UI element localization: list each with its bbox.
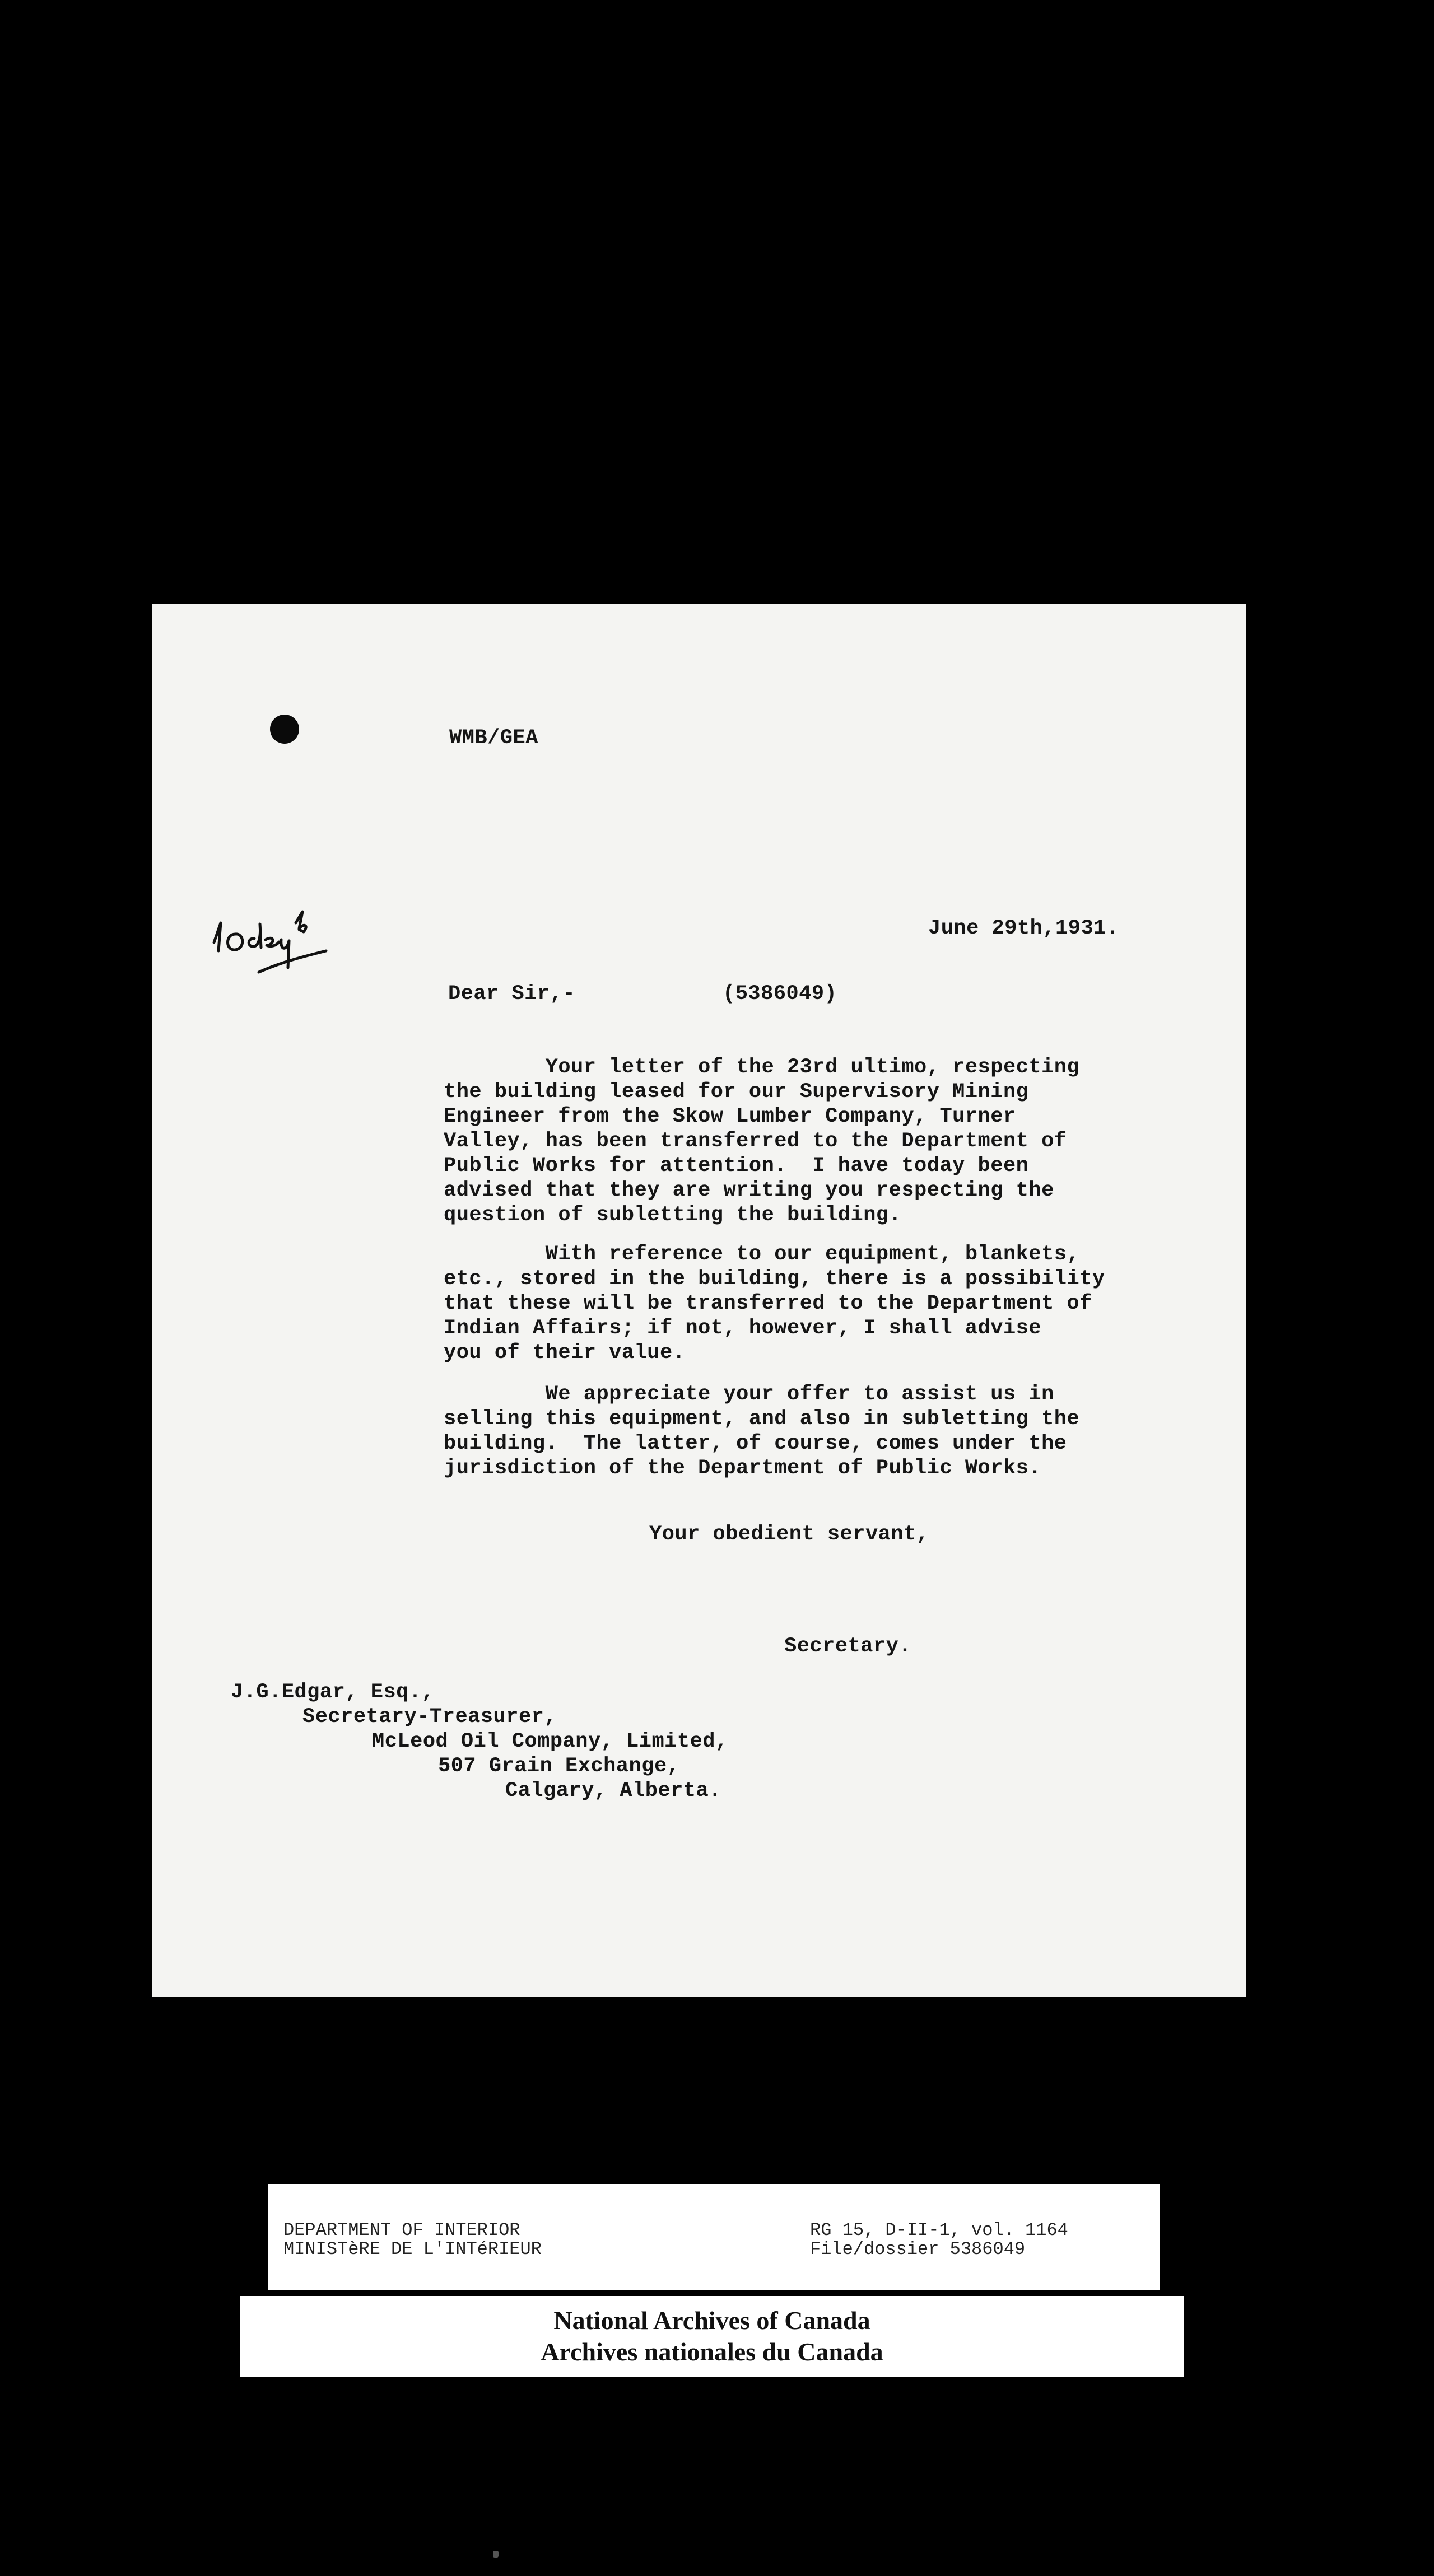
signature-title: Secretary. — [784, 1635, 912, 1658]
archive-reference-label — [268, 2184, 1160, 2290]
address-line-company: McLeod Oil Company, Limited, — [372, 1730, 728, 1753]
salutation: Dear Sir,- — [448, 982, 576, 1006]
banner-english: National Archives of Canada — [553, 2306, 870, 2335]
reference-initials: WMB/GEA — [449, 726, 538, 750]
address-line-city: Calgary, Alberta. — [505, 1779, 721, 1803]
department-french: MINISTèRE DE L'INTéRIEUR — [283, 2239, 542, 2260]
letter-date: June 29th,1931. — [928, 917, 1119, 940]
punch-hole — [270, 715, 299, 744]
address-line-name: J.G.Edgar, Esq., — [231, 1681, 435, 1704]
letter-page — [152, 604, 1246, 1997]
film-speck — [493, 2551, 499, 2558]
archive-banner — [240, 2296, 1184, 2377]
closing: Your obedient servant, — [649, 1523, 929, 1546]
paragraph-1: Your letter of the 23rd ultimo, respecting the building leased for our Supervisory Mining Engineer from the Skow Lumber Company, Turner Valley, has been transferred to the Department of Public Works for attention. I have today been advised that they are writing you respecting the question of subletting the building. — [444, 1056, 1080, 1227]
file-number: (5386049) — [723, 982, 837, 1006]
address-line-title: Secretary-Treasurer, — [302, 1705, 557, 1729]
address-line-street: 507 Grain Exchange, — [438, 1754, 680, 1778]
banner-french: Archives nationales du Canada — [541, 2337, 883, 2366]
paragraph-3: We appreciate your offer to assist us in selling this equipment, and also in subletting the building. The latter, of course, comes under the jurisdiction of the Department of Public Works. — [444, 1383, 1080, 1480]
handwritten-note — [203, 889, 371, 1001]
paragraph-2: With reference to our equipment, blankets, etc., stored in the building, there is a possibility that these will be transferred to the Department of Indian Affairs; if not, however, I shall advise you of their value. — [444, 1243, 1105, 1365]
department-english: DEPARTMENT OF INTERIOR — [283, 2220, 520, 2241]
archive-reference: RG 15, D-II-1, vol. 1164 — [810, 2220, 1068, 2241]
archive-file: File/dossier 5386049 — [810, 2239, 1026, 2260]
